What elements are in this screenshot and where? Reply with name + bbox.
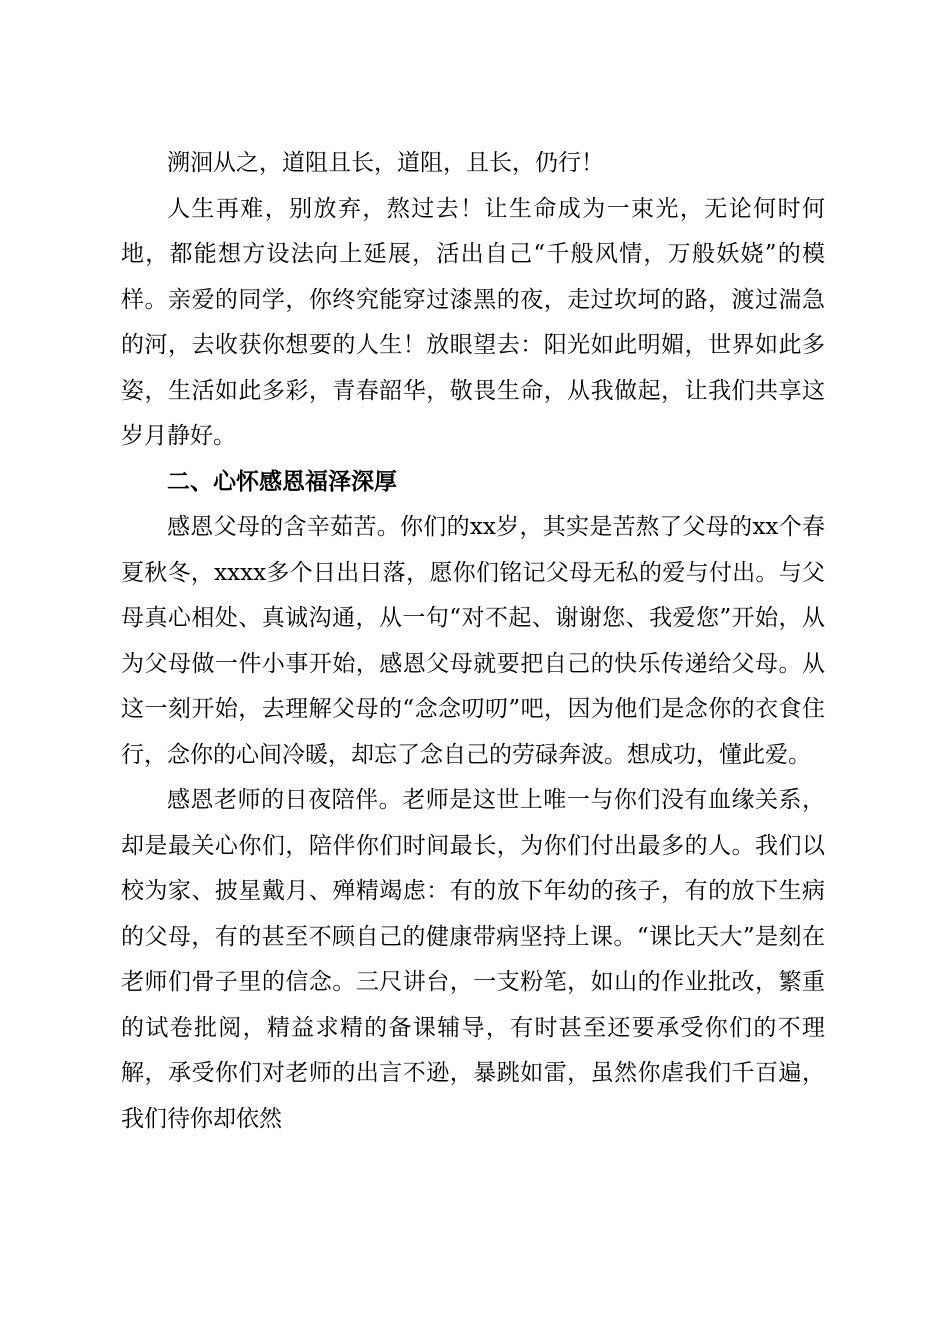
section-heading: 二、心怀感恩福泽深厚 <box>167 468 397 495</box>
paragraph-parents: 感恩父母的含辛茹苦。你们的xx岁，其实是苦熬了父母的xx个春夏秋冬，xxxx多个日出日落，愿你们铭记父母无私的爱与付出。与父母真心相处、真诚沟通，从一句“对不起、谢谢您、我爱您”开始，从为父母做一件小事开始，感恩父母就要把自己的快乐传递给父母。从这一刻开始，去理解父母的“念念叨叨”吧，因为他们是念你的衣食住行，念你的心间冷暖，却忘了念自己的劳碌奔波。想成功，懂此爱。 <box>121 514 825 768</box>
paragraph-teachers: 感恩老师的日夜陪伴。老师是这世上唯一与你们没有血缘关系，却是最关心你们，陪伴你们时间最长，为你们付出最多的人。我们以校为家、披星戴月、殚精竭虑：有的放下年幼的孩子，有的放下生病的父母，有的甚至不顾自己的健康带病坚持上课。“课比天大”是刻在老师们骨子里的信念。三尺讲台，一支粉笔，如山的作业批改，繁重的试卷批阅，精益求精的备课辅导，有时甚至还要承受你们的不理解，承受你们对老师的出言不逊，暴跳如雷，虽然你虐我们千百遍，我们待你却依然 <box>121 787 825 1132</box>
document-body <box>121 141 825 1142</box>
paragraph-life: 人生再难，别放弃，熬过去！让生命成为一束光，无论何时何地，都能想方设法向上延展，活出自己“千般风情，万般妖娆”的模样。亲爱的同学，你终究能穿过漆黑的夜，走过坎坷的路，渡过湍急的河，去收获你想要的人生！放眼望去：阳光如此明媚，世界如此多姿，生活如此多彩，青春韶华，敬畏生命，从我做起，让我们共享这岁月静好。 <box>121 195 825 449</box>
paragraph-quote: 溯洄从之，道阻且长，道阻，且长，仍行！ <box>167 150 604 176</box>
